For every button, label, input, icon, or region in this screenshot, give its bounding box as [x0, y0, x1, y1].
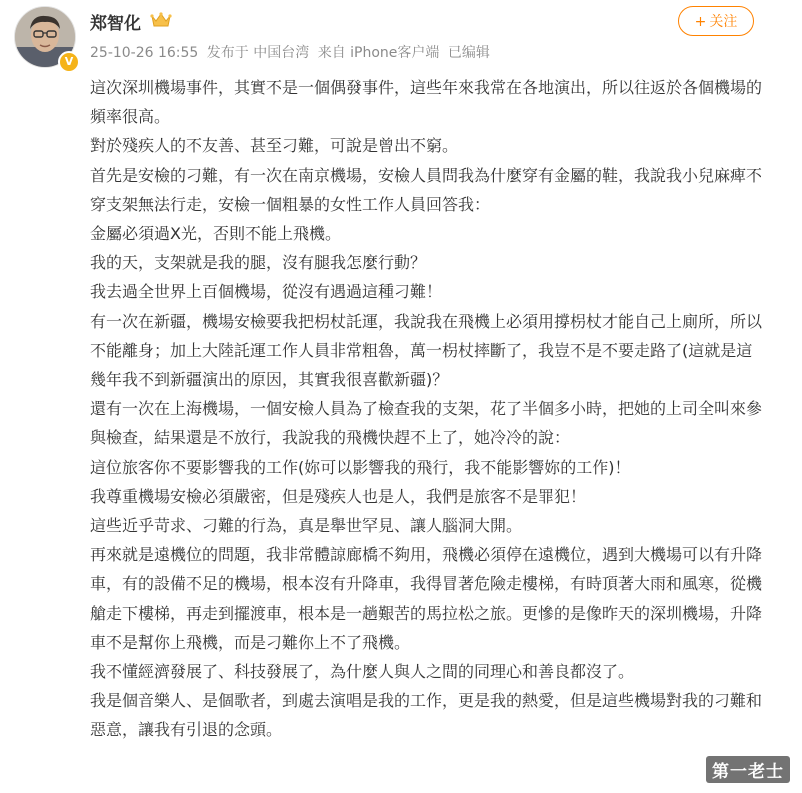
crown-icon	[150, 11, 172, 29]
post-paragraph: 我不懂經濟發展了、科技發展了，為什麼人與人之間的同理心和善良都沒了。	[90, 662, 635, 682]
post-paragraph: 我尊重機場安檢必須嚴密，但是殘疾人也是人，我們是旅客不是罪犯！	[90, 486, 587, 506]
post-content	[90, 73, 762, 745]
post-source: 来自 iPhone客户端	[317, 45, 440, 61]
post-paragraph: 有一次在新疆，機場安檢要我把枴杖託運，我說我在飛機上必須用撐枴杖才能自己上廁所，所以不能離身；加上大陸託運工作人員非常粗魯，萬一枴杖摔斷了，我豈不是不要走路了(這就是這幾年我不到新疆演出的原因，其實我很喜歡新疆)？	[90, 311, 763, 390]
post-paragraph: 我的天，支架就是我的腿，沒有腿我怎麼行動？	[90, 253, 427, 273]
post-time[interactable]: 25-10-26 16:55	[90, 45, 199, 61]
post-paragraph: 對於殘疾人的不友善、甚至刁難，可說是曾出不窮。	[90, 136, 459, 156]
follow-label: 关注	[709, 14, 738, 30]
post-paragraph: 我去過全世界上百個機場，從沒有遇過這種刁難！	[90, 282, 443, 302]
post-meta	[90, 42, 494, 62]
post-location: 发布于 中国台湾	[206, 45, 310, 61]
watermark: 第一老士	[706, 756, 790, 783]
post-paragraph: 還有一次在上海機場，一個安檢人員為了檢查我的支架，花了半個多小時，把她的上司全叫來參與檢查，結果還是不放行，我說我的飛機快趕不上了，她冷冷的說：	[90, 399, 763, 448]
author-name[interactable]: 郑智化	[90, 14, 141, 34]
post-paragraph: 首先是安檢的刁難，有一次在南京機場，安檢人員問我為什麼穿有金屬的鞋，我說我小兒麻痺不穿支架無法行走，安檢一個粗暴的女性工作人員回答我：	[90, 165, 763, 214]
post-paragraph: 我是個音樂人、是個歌者，到處去演唱是我的工作，更是我的熱愛，但是這些機場對我的刁難和惡意，讓我有引退的念頭。	[90, 691, 763, 740]
post-paragraph: 這些近乎苛求、刁難的行為，真是舉世罕見、讓人腦洞大開。	[90, 516, 523, 536]
post-paragraph: 再來就是遠機位的問題，我非常體諒廊橋不夠用，飛機必須停在遠機位，遇到大機場可以有升降車，有的設備不足的機場，根本沒有升降車，我得冒著危險走樓梯，有時頂著大雨和風寒，從機艙走下樓梯，再走到擺渡車，根本是一趟艱苦的馬拉松之旅。更慘的是像昨天的深圳機場，升降車不是幫你上飛機，而是刁難你上不了飛機。	[90, 545, 763, 652]
follow-button[interactable]	[678, 6, 754, 36]
plus-icon: +	[694, 14, 707, 30]
post-paragraph: 這位旅客你不要影響我的工作(妳可以影響我的飛行，我不能影響妳的工作)！	[90, 457, 631, 477]
edited-label[interactable]: 已编辑	[447, 45, 490, 61]
post-paragraph: 金屬必須過X光，否則不能上飛機。	[90, 224, 341, 244]
post-paragraph: 這次深圳機場事件，其實不是一個偶發事件，這些年來我常在各地演出，所以往返於各個機場的頻率很高。	[90, 78, 763, 127]
verified-badge-icon: V	[58, 51, 80, 73]
